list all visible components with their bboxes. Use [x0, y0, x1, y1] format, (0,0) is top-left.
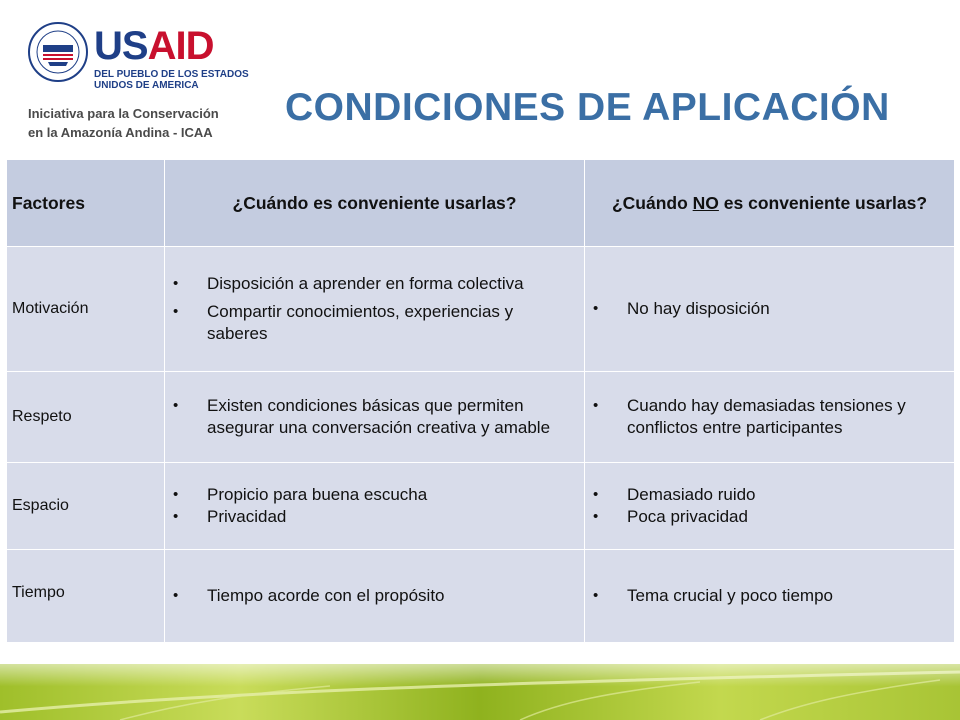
factor-cell: Espacio [7, 463, 165, 550]
header-factors: Factores [7, 160, 165, 247]
no-cell [585, 463, 955, 550]
no-cell [585, 372, 955, 463]
yes-cell [165, 550, 585, 643]
list-item: • No hay disposición [589, 298, 948, 320]
list-item: • Propicio para buena escucha [169, 484, 578, 506]
page-title: CONDICIONES DE APLICACIÓN [285, 86, 890, 129]
table-row [7, 463, 955, 550]
factor-cell: Motivación [7, 247, 165, 372]
list-item: • Privacidad [169, 506, 578, 528]
header-when-convenient: ¿Cuándo es conveniente usarlas? [165, 160, 585, 247]
header-when-not-convenient: ¿Cuándo NO es conveniente usarlas? [585, 160, 955, 247]
list-item: • Tiempo acorde con el propósito [169, 585, 578, 607]
list-item: • Existen condiciones básicas que permiten asegurar una conversación creativa y amable [169, 395, 578, 439]
factor-cell: Respeto [7, 372, 165, 463]
yes-cell [165, 463, 585, 550]
usaid-subtitle: DEL PUEBLO DE LOS ESTADOS UNIDOS DE AMERICA [94, 69, 249, 91]
table-row [7, 372, 955, 463]
conditions-table [6, 159, 955, 643]
leaf-footer-image [0, 664, 960, 720]
list-item: • Compartir conocimientos, experiencias y saberes [169, 301, 578, 345]
not-emphasis: NO [692, 192, 719, 213]
no-cell [585, 247, 955, 372]
yes-cell [165, 372, 585, 463]
initiative-line-1: Iniciativa para la Conservación [28, 106, 219, 121]
icaa-initiative [28, 104, 268, 142]
list-item: • Demasiado ruido [589, 484, 948, 506]
usaid-seal-icon [28, 22, 88, 82]
usaid-wordmark: USAID [94, 24, 214, 68]
table-header-row [7, 160, 955, 247]
usaid-logo [28, 22, 278, 152]
list-item: • Poca privacidad [589, 506, 948, 528]
yes-cell [165, 247, 585, 372]
initiative-line-2: en la Amazonía Andina - ICAA [28, 125, 213, 140]
list-item: • Disposición a aprender en forma colectiva [169, 273, 578, 295]
no-cell [585, 550, 955, 643]
list-item: • Tema crucial y poco tiempo [589, 585, 948, 607]
table-row [7, 247, 955, 372]
list-item: • Cuando hay demasiadas tensiones y conflictos entre participantes [589, 395, 948, 439]
factor-cell: Tiempo [7, 550, 165, 643]
table-row [7, 550, 955, 643]
